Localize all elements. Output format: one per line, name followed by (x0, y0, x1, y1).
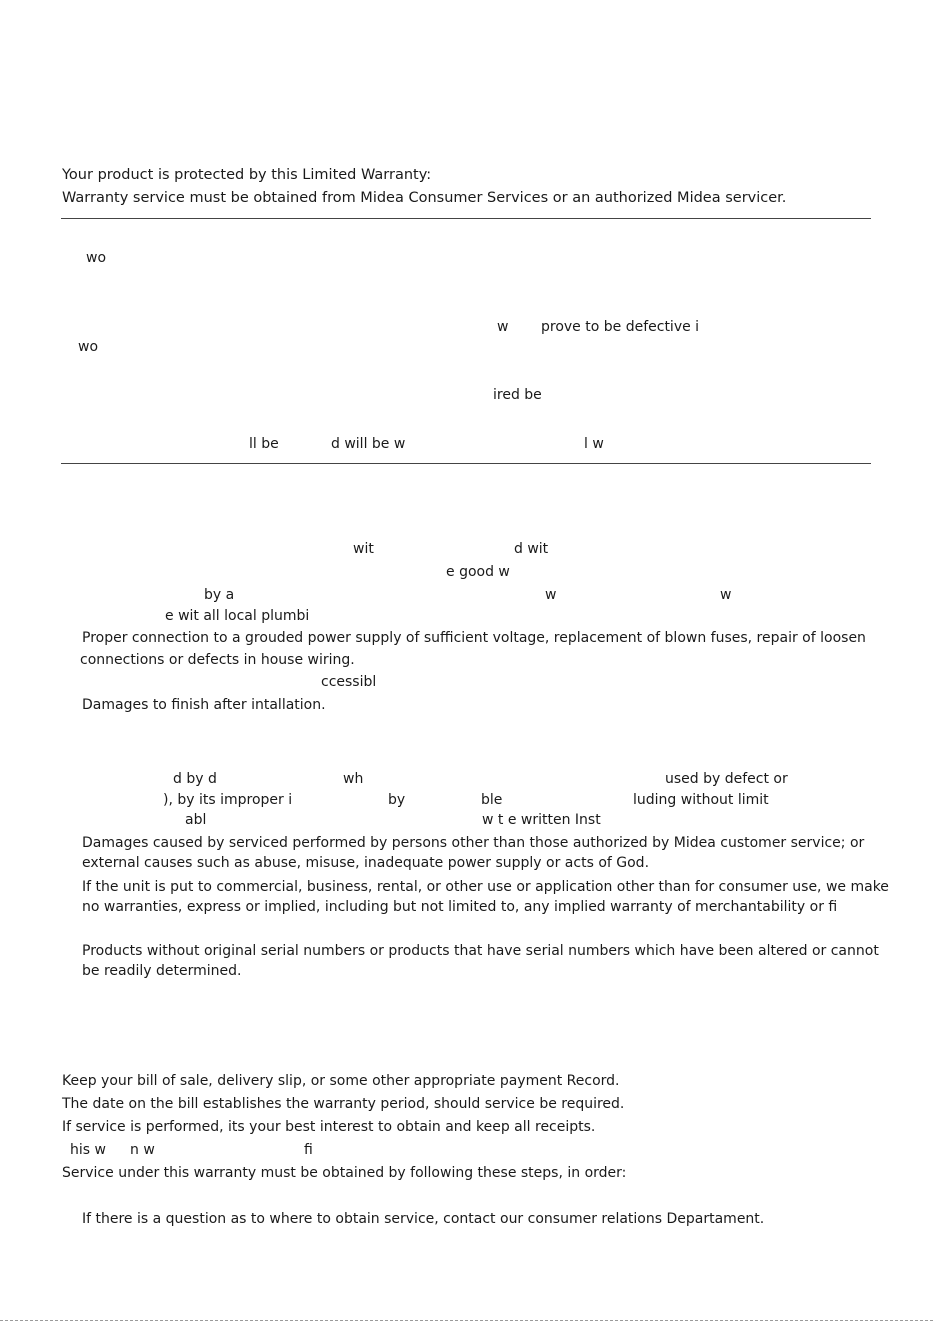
coverage-fragment: ll be (249, 436, 279, 452)
not-covered-fragment: d wit (514, 541, 549, 557)
not-covered-fragment: wit (353, 541, 374, 557)
service-line-contact: If there is a question as to where to obtain service, contact our consumer relations Departament. (82, 1211, 765, 1227)
coverage-fragment: wo (86, 250, 107, 266)
top-divider (61, 218, 871, 219)
not-covered-item-power-cont: connections or defects in house wiring. (80, 652, 355, 668)
page-bottom-edge (0, 1320, 933, 1321)
exclusion-fragment: abl (185, 812, 207, 828)
bottom-divider (61, 463, 871, 464)
warranty-service-line: Warranty service must be obtained from Midea Consumer Services or an authorized Midea servicer. (62, 190, 787, 206)
exclusion-fragment: wh (343, 771, 364, 787)
coverage-fragment: d will be w (331, 436, 406, 452)
exclusion-fragment: luding without limit (633, 792, 769, 808)
exclusion-item-serial: Products without original serial numbers or products that have serial numbers which have been altered or cannot (82, 943, 879, 959)
service-line-steps: Service under this warranty must be obtained by following these steps, in order: (62, 1165, 627, 1181)
service-line-date: The date on the bill establishes the warranty period, should service be required. (62, 1096, 625, 1112)
not-covered-fragment: ccessibl (321, 674, 377, 690)
exclusion-fragment: ), by its improper i (163, 792, 293, 808)
coverage-fragment: w (497, 319, 509, 335)
exclusion-fragment: w t e written Inst (482, 812, 601, 828)
exclusion-item-commercial: If the unit is put to commercial, business, rental, or other use or application other than for consumer use, we make (82, 879, 889, 895)
service-fragment: his w (70, 1142, 106, 1158)
not-covered-item-finish: Damages to finish after intallation. (82, 697, 326, 713)
exclusion-item-commercial-cont: no warranties, express or implied, including but not limited to, any implied warranty of merchantability or fi (82, 899, 838, 915)
exclusion-fragment: ble (481, 792, 503, 808)
service-fragment: n w (130, 1142, 155, 1158)
not-covered-fragment: e wit all local plumbi (165, 608, 310, 624)
exclusion-fragment: d by d (173, 771, 217, 787)
service-line-receipts: If service is performed, its your best interest to obtain and keep all receipts. (62, 1119, 596, 1135)
exclusion-fragment: used by defect or (665, 771, 788, 787)
exclusion-fragment: by (388, 792, 406, 808)
not-covered-fragment: by a (204, 587, 235, 603)
not-covered-fragment: w (720, 587, 732, 603)
not-covered-item-power: Proper connection to a grouded power supply of sufficient voltage, replacement of blown fuses, repair of loosen (82, 630, 866, 646)
exclusion-item-serial-cont: be readily determined. (82, 963, 242, 979)
coverage-fragment: wo (78, 339, 99, 355)
exclusion-item-service: Damages caused by serviced performed by persons other than those authorized by Midea customer service; or (82, 835, 865, 851)
service-fragment: fi (304, 1142, 313, 1158)
not-covered-fragment: w (545, 587, 557, 603)
service-line-bill: Keep your bill of sale, delivery slip, or some other appropriate payment Record. (62, 1073, 620, 1089)
warranty-intro-line: Your product is protected by this Limited Warranty: (62, 167, 432, 183)
not-covered-fragment: e good w (446, 564, 510, 580)
coverage-fragment: l w (584, 436, 604, 452)
coverage-fragment: ired be (493, 387, 542, 403)
exclusion-item-service-cont: external causes such as abuse, misuse, inadequate power supply or acts of God. (82, 855, 650, 871)
coverage-fragment: prove to be defective i (541, 319, 700, 335)
